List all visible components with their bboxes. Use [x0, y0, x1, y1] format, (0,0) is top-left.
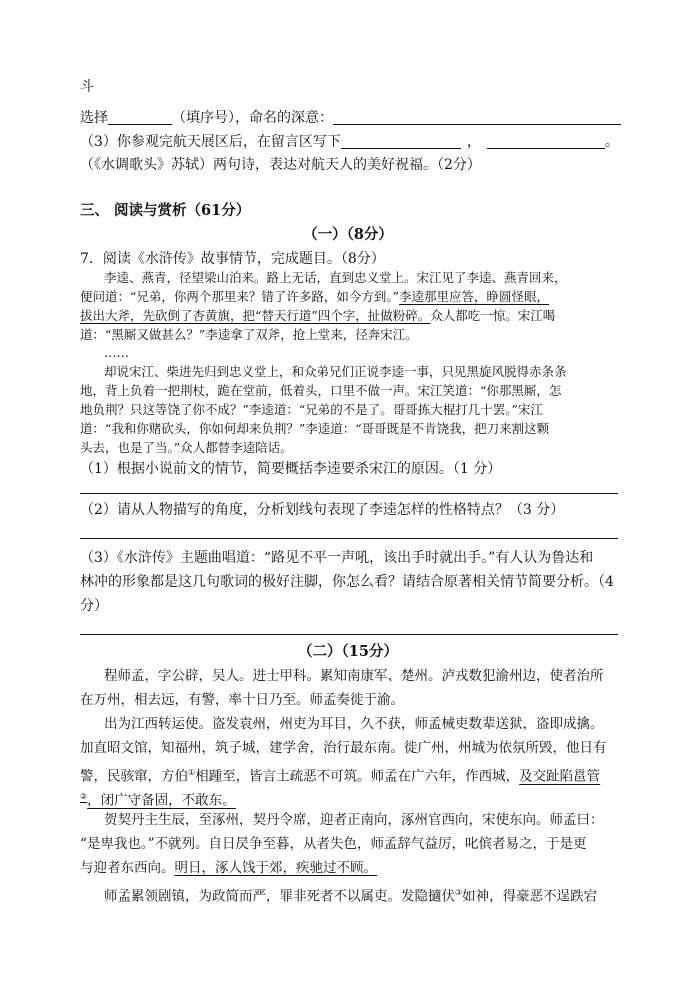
classical-text-line: 加直昭文馆，知福州，筑子城，建学舍，治行最东南。徙广州，州城为依氛所毁，他日有 [80, 740, 607, 756]
subquestion-3-cont: 林冲的形象都是这几句歌词的极好注脚，你怎么看？请结合原著相关情节简要分析。（4 [80, 574, 614, 590]
blank-poem-line-2[interactable] [487, 133, 605, 149]
period: 。 [604, 134, 619, 150]
passage-line: 却说宋江、柴进先归到忠义堂上，和众弟兄们正说李逵一事，只见黑旋风脱得赤条条 [104, 364, 567, 379]
label-q3-message: （3）你参观完航天展区后，在留言区写下 [80, 134, 341, 150]
passage-line: 地，背上负着一把荆杖，跪在堂前，低着头，口里不做一声。宋江笑道：“你那黑厮，怎 [80, 383, 562, 398]
classical-text-line: 贺契丹主生辰，至涿州，契丹令席，迎者正南向，涿州官西向，宋使东向。师孟曰： [104, 812, 604, 828]
passage-line: 道：“黑厮又做甚么？”李逵拿了双斧，抢上堂来，径奔宋江。 [80, 327, 418, 342]
part1-title: （一）（8分） [303, 226, 393, 243]
classical-text-line [104, 883, 597, 907]
classical-text-line: 在万州，相去远，有警，率十日乃至。师孟奏徙于渝。 [80, 692, 404, 708]
underlined-sentence: 及交趾陷邕管 [519, 768, 601, 785]
footnote-marker: ① [188, 768, 196, 777]
line-dou: 斗 [80, 79, 94, 95]
classical-text-line [80, 763, 600, 787]
question-7: 7．阅读《水浒传》故事情节，完成题目。（8分） [80, 251, 385, 267]
comma: ， [466, 134, 481, 150]
line-poem-source: （《水调歌头》苏轼）两句诗，表达对航天人的美好祝福。（2分） [80, 157, 481, 173]
passage-line [80, 306, 555, 325]
label-choose: 选择 [80, 110, 108, 126]
answer-line-2[interactable] [80, 538, 618, 539]
classical-text-line [80, 859, 377, 878]
classical-text: 相踵至，皆言土疏恶不可筑。师孟在广六年，作西城， [195, 768, 520, 785]
footnote-marker: ③ [455, 888, 463, 897]
line-choose [80, 108, 621, 128]
answer-line-1[interactable] [80, 493, 618, 494]
footnote-marker: ② [80, 792, 88, 801]
classical-text-line [80, 787, 236, 811]
classical-text: 与迎者东西向。 [80, 860, 175, 876]
classical-text: 如神，得豪恶不逞跌宕 [462, 888, 598, 905]
subquestion-3: （3）《水浒传》主题曲唱道：“路见不平一声吼，该出手时就出手。”有人认为鲁达和 [80, 550, 594, 566]
underlined-sentence: 李逵那里应答，睁圆怪眼， [399, 289, 550, 304]
passage-line: 道：“我和你赌砍头，你如何却来负荆？”李逵道：“哥哥既是不肯饶我，把刀来割这颗 [80, 421, 550, 436]
underlined-sentence: ，闭广守备固，不敢东。 [87, 792, 236, 809]
section-title: 三、 阅读与赏析（61分） [80, 202, 251, 219]
classical-text: 警，民骇窜，方伯 [80, 768, 188, 785]
answer-line-3[interactable] [80, 634, 618, 635]
blank-order-number[interactable] [108, 109, 172, 125]
passage-ellipsis: …… [104, 345, 129, 360]
classical-text-line: 程师孟，字公辟，吴人。进士甲科。累知南康军、楚州。泸戎数犯渝州边，使者治所 [104, 668, 604, 684]
passage-line: 地负荆？只这等饶了你不成？”李逵道：“兄弟的不是了。哥哥拣大棍打几十罢。”宋江 [80, 402, 543, 417]
blank-poem-line-1[interactable] [341, 133, 461, 149]
passage-line: 头去，也是了当。”众人都替李逵陪话。 [80, 440, 293, 455]
passage-text: 便问道：“兄弟，你两个那里来？错了许多路，如今方到。” [80, 289, 400, 304]
blank-meaning[interactable] [333, 109, 621, 125]
label-meaning: （填序号），命名的深意： [172, 110, 333, 126]
subquestion-2: （2）请从人物描写的角度，分析划线句表现了李逵怎样的性格特点？（3 分） [80, 502, 565, 518]
passage-line: 李逵、燕青，径望梁山泊来。路上无话，直到忠义堂上。宋江见了李逵、燕青回来， [104, 270, 567, 285]
passage-line [80, 287, 549, 306]
passage-text: 众人都吃一惊。宋江喝 [430, 308, 556, 323]
line-q3-message [80, 132, 619, 152]
part2-title: （二）（15分） [298, 643, 398, 660]
subquestion-3-cont: 分） [80, 598, 108, 614]
underlined-sentence: 明日，涿人饯于郊，疾驰过不顾。 [174, 860, 377, 876]
subquestion-1: （1）根据小说前文的情节，简要概括李逵要杀宋江的原因。（1 分） [80, 461, 502, 477]
classical-text: 师孟累领剧镇，为政简而严，罪非死者不以属吏。发隐擿伏 [104, 888, 455, 905]
classical-text-line: “是卑我也。”不就列。自日昃争至暮，从者失色，师孟辞气益厉，叱傧者易之，于是更 [80, 836, 587, 852]
underlined-sentence: 拔出大斧，先砍倒了杏黄旗，把“替天行道”四个字，扯做粉碎。 [80, 308, 431, 323]
classical-text-line: 出为江西转运使。盗发袁州，州吏为耳目，久不获，师孟械吏数辈送狱，盗即成擒。 [104, 716, 604, 732]
